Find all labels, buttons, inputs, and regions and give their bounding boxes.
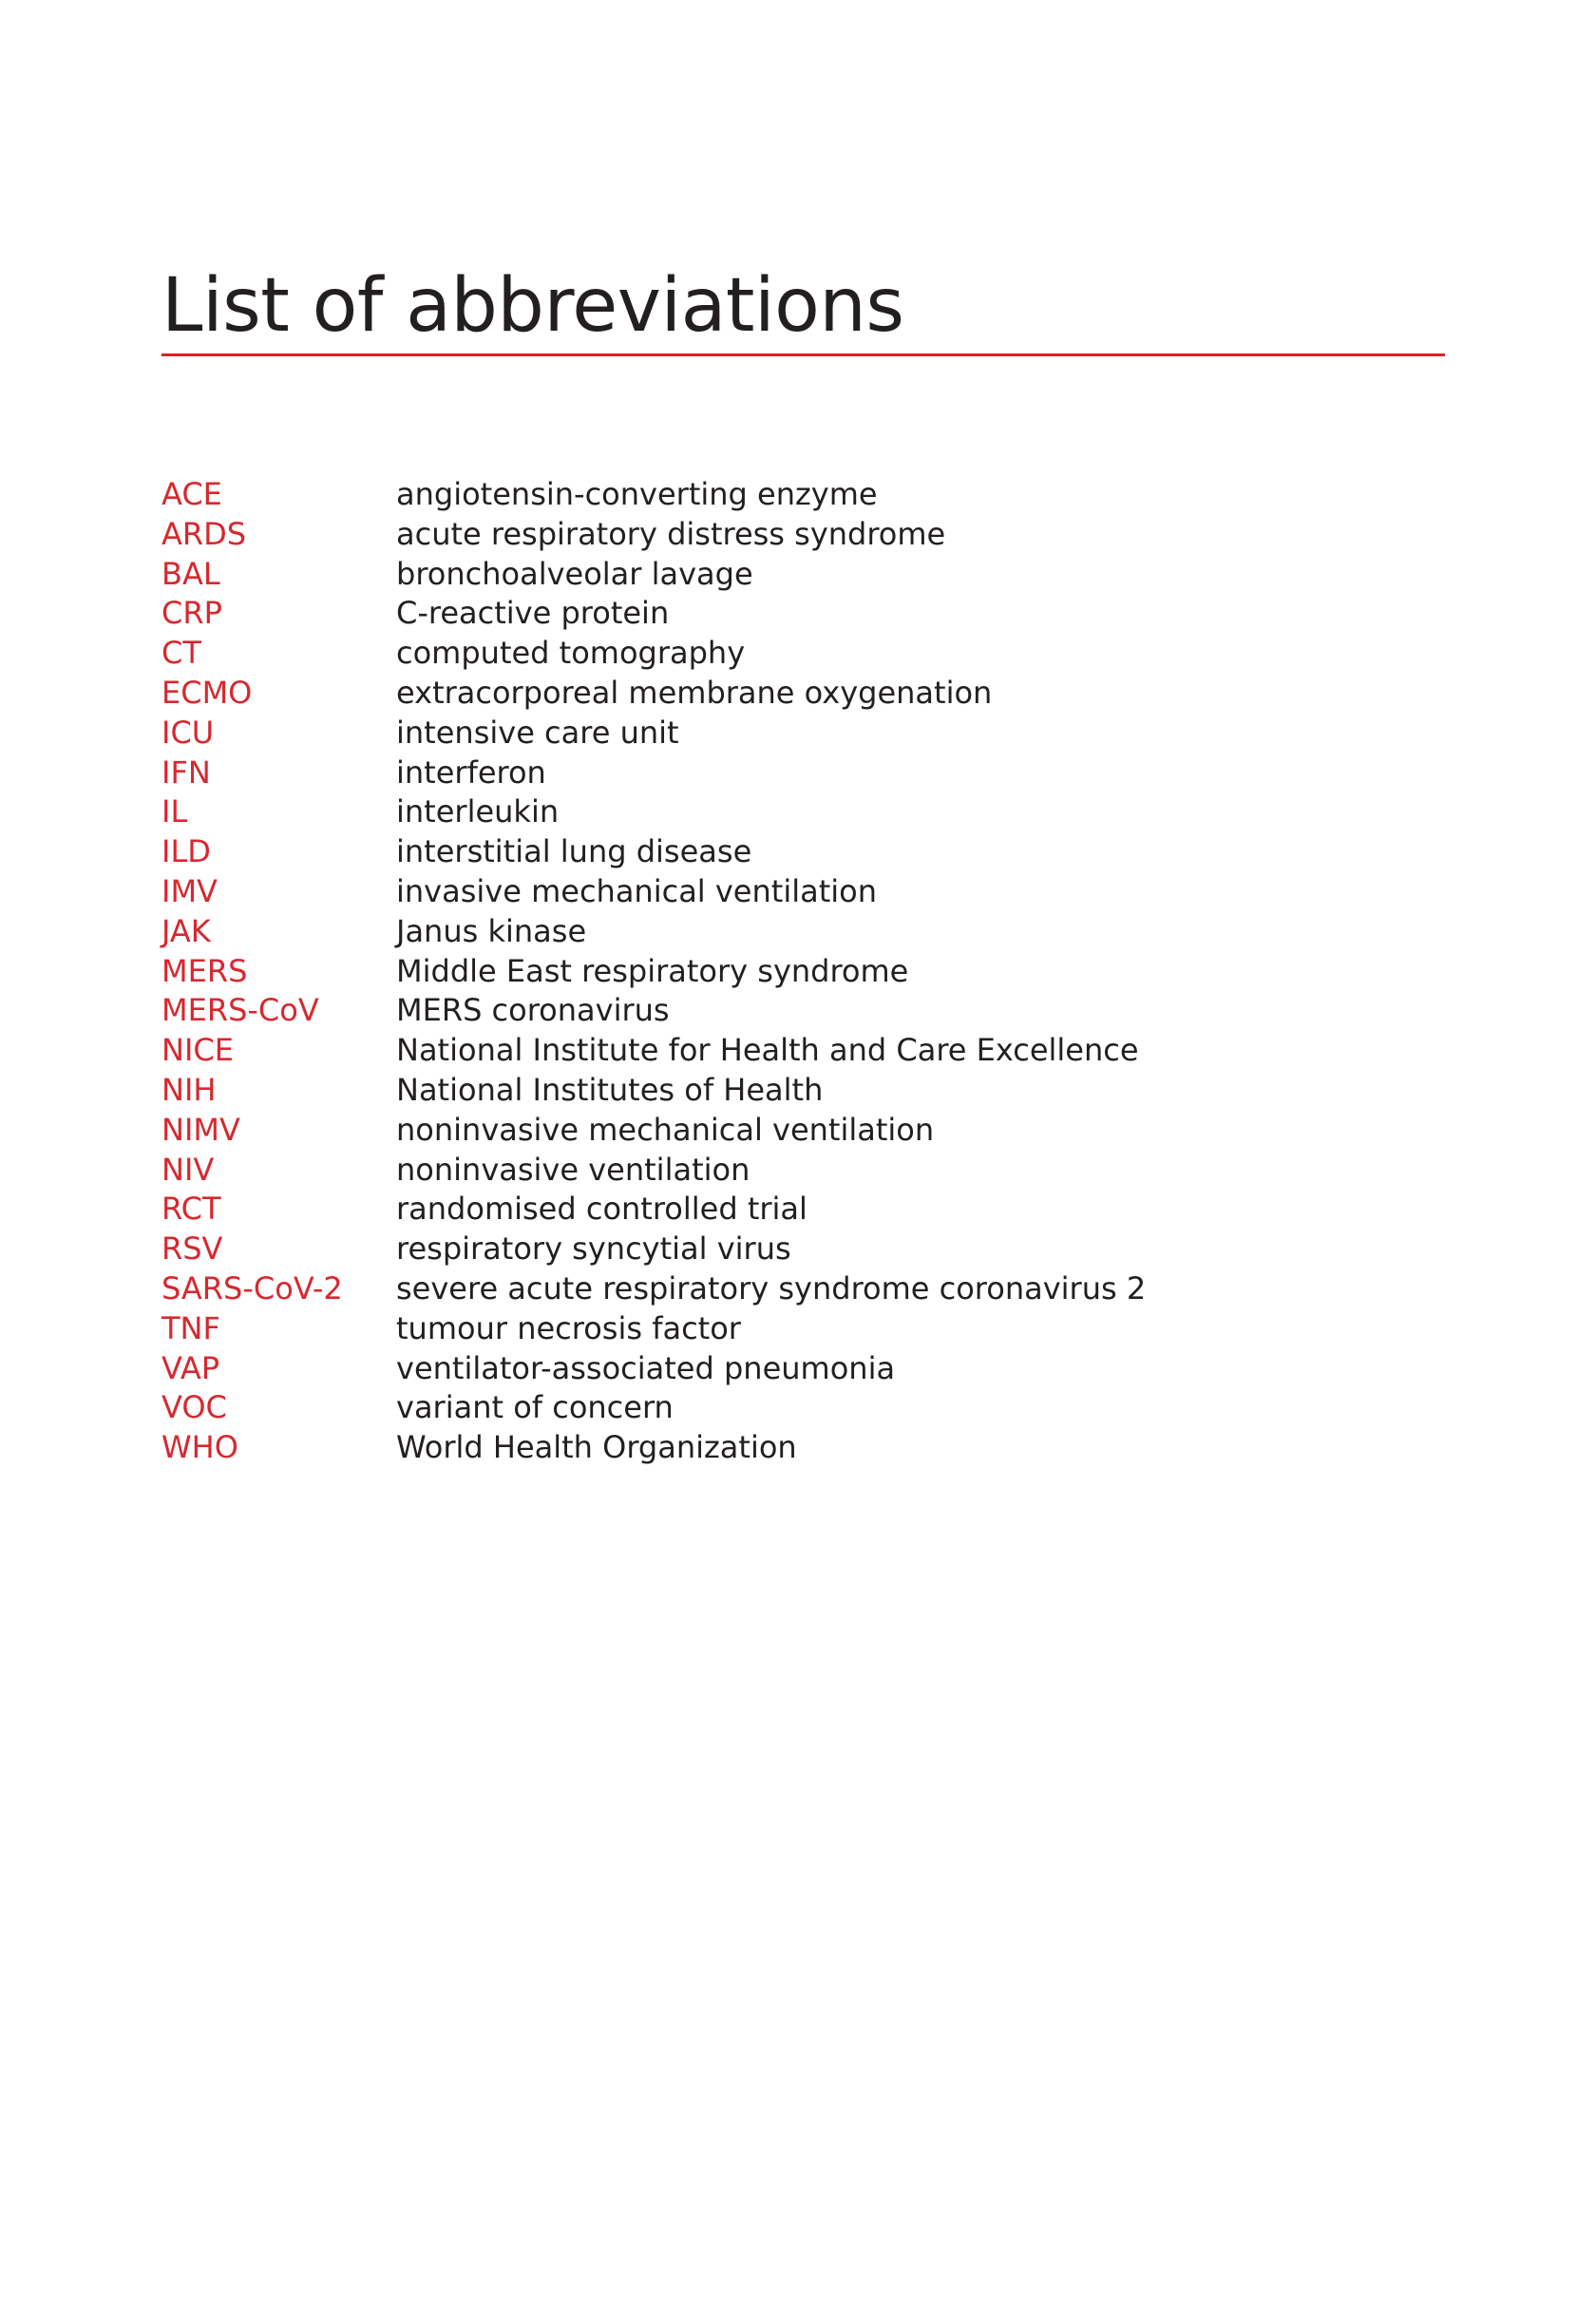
abbreviation-row [162,714,1146,753]
abbreviation-term: RCT [162,1191,221,1228]
abbreviation-row [162,634,1146,674]
abbreviation-term: ACE [162,476,222,512]
abbreviation-term: NIMV [162,1111,240,1148]
abbreviation-row [162,1071,1146,1111]
abbreviation-row [162,753,1146,793]
abbreviation-definition: ventilator-associated pneumonia [396,1349,896,1386]
abbreviation-row [162,792,1146,832]
abbreviation-row [162,1190,1146,1230]
abbreviation-definition: severe acute respiratory syndrome coronavirus 2 [396,1269,1147,1307]
abbreviation-definition: C-reactive protein [396,595,670,632]
abbreviation-row [162,1309,1146,1349]
abbreviation-definition: randomised controlled trial [396,1191,808,1228]
abbreviation-term: VOC [162,1389,227,1426]
abbreviation-definition: noninvasive mechanical ventilation [396,1111,935,1148]
abbreviation-row [162,1349,1146,1389]
abbreviation-definition: MERS coronavirus [396,992,670,1029]
abbreviation-definition: bronchoalveolar lavage [396,555,753,592]
abbreviation-row [162,1388,1146,1428]
abbreviation-definition: National Institutes of Health [396,1071,824,1108]
abbreviation-definition: variant of concern [396,1389,674,1426]
abbreviation-row [162,555,1146,595]
abbreviation-definition: tumour necrosis factor [396,1309,741,1346]
abbreviation-row [162,1428,1146,1468]
page-title: List of abbreviations [162,263,904,349]
abbreviation-term: JAK [162,912,211,949]
abbreviation-row [162,1031,1146,1071]
abbreviation-row [162,991,1146,1031]
abbreviation-row [162,1151,1146,1191]
abbreviation-definition: interstitial lung disease [396,833,752,870]
abbreviation-definition: Middle East respiratory syndrome [396,952,909,989]
abbreviation-term: WHO [162,1429,238,1466]
abbreviation-definition: acute respiratory distress syndrome [396,515,946,552]
abbreviation-definition: invasive mechanical ventilation [396,872,877,909]
abbreviation-term: CRP [162,595,222,632]
abbreviation-definition: World Health Organization [396,1429,797,1466]
abbreviation-definition: interferon [396,753,546,791]
abbreviation-definition: respiratory syncytial virus [396,1230,791,1268]
title-underline [162,353,1445,356]
abbreviation-list [162,475,1146,1468]
abbreviation-definition: Janus kinase [396,912,587,949]
abbreviation-term: ARDS [162,515,247,552]
abbreviation-term: TNF [162,1309,220,1346]
abbreviation-row [162,1269,1146,1309]
abbreviation-term: IL [162,793,188,830]
abbreviation-definition: intensive care unit [396,714,679,751]
abbreviation-term: SARS-CoV-2 [162,1269,343,1307]
abbreviation-row [162,912,1146,952]
abbreviation-row [162,515,1146,555]
abbreviation-term: BAL [162,555,220,592]
abbreviation-row [162,475,1146,515]
abbreviation-term: NIV [162,1151,215,1188]
abbreviation-definition: interleukin [396,793,560,830]
abbreviation-definition: National Institute for Health and Care Excellence [396,1032,1139,1069]
abbreviation-term: MERS [162,952,248,989]
abbreviation-term: VAP [162,1349,220,1386]
abbreviation-definition: angiotensin-converting enzyme [396,476,878,512]
abbreviation-term: NIH [162,1071,217,1108]
abbreviation-term: ICU [162,714,215,751]
abbreviation-row [162,1111,1146,1151]
abbreviation-row [162,1230,1146,1269]
abbreviation-definition: extracorporeal membrane oxygenation [396,674,993,711]
abbreviation-definition: computed tomography [396,635,746,672]
abbreviation-term: RSV [162,1230,223,1268]
abbreviation-row [162,832,1146,872]
abbreviation-term: ECMO [162,674,253,711]
abbreviation-row [162,952,1146,992]
abbreviation-term: IFN [162,753,211,791]
abbreviation-definition: noninvasive ventilation [396,1151,750,1188]
abbreviation-row [162,674,1146,714]
abbreviation-row [162,872,1146,912]
abbreviation-row [162,594,1146,634]
abbreviation-term: ILD [162,833,211,870]
abbreviation-term: NICE [162,1032,234,1069]
abbreviation-term: CT [162,635,201,672]
abbreviation-term: IMV [162,872,218,909]
abbreviation-term: MERS-CoV [162,992,319,1029]
